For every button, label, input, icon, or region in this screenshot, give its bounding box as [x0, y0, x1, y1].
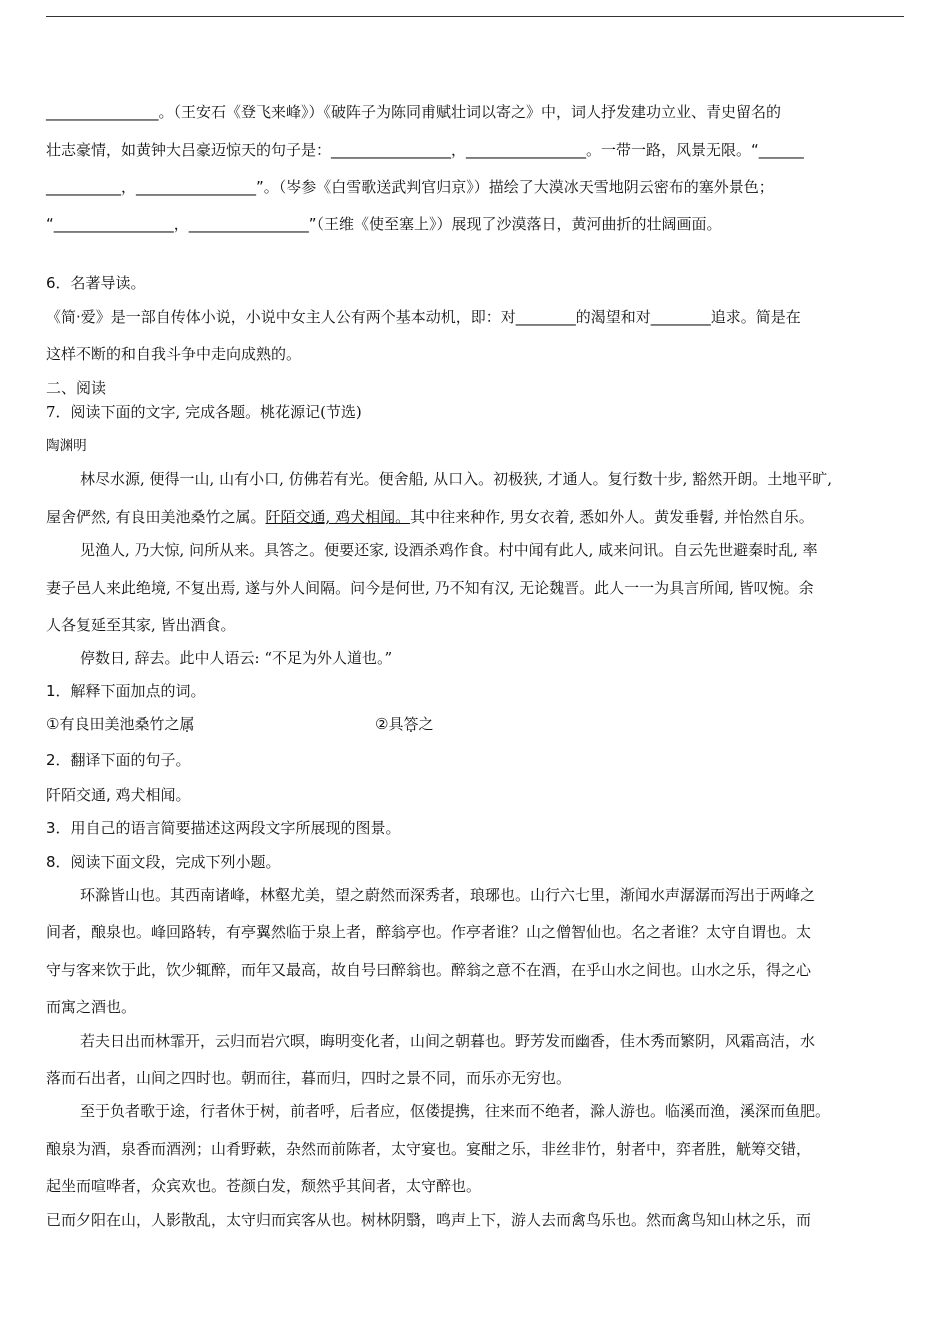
q8-title: 8．阅读下面文段，完成下列小题。: [46, 853, 281, 871]
q7-sub1-item-2-dotted-word: 答: [403, 715, 419, 733]
q7-sub1-item-2-suffix: 之: [418, 715, 434, 733]
q8-p3-line-1: 至于负者歌于途，行者休于树，前者呼，后者应，伛偻提携，往来而不绝者，滁人游也。临溪而渔，溪深而鱼肥。: [80, 1102, 831, 1120]
q7-p2-line-3: 人各复延至其家, 皆出酒食。: [46, 616, 236, 634]
q8-p2-line-2: 落而石出者，山间之四时也。朝而往，暮而归，四时之景不同，而乐亦无穷也。: [46, 1069, 572, 1087]
poetry-line-1: _______________。（王安石《登飞来峰》）《破阵子为陈同甫赋壮词以寄之》中，词人抒发建功立业、青史留名的: [46, 103, 782, 121]
poetry-line-3: __________，________________”。（岑参《白雪歌送武判官归京》）描绘了大漠冰天雪地阴云密布的塞外景色；: [46, 178, 774, 196]
q8-p1-line-2: 间者，酿泉也。峰回路转，有亭翼然临于泉上者，醉翁亭也。作亭者谁？山之僧智仙也。名之者谁？太守自谓也。太: [46, 923, 812, 941]
q8-p3-line-2: 酿泉为酒，泉香而酒洌；山肴野蔌，杂然而前陈者，太守宴也。宴酣之乐，非丝非竹，射者中，弈者胜，觥筹交错，: [46, 1140, 812, 1158]
poetry-line-4: “________________，________________”（王维《使至塞上》）展现了沙漠落日，黄河曲折的壮阔画面。: [46, 215, 722, 233]
q7-p2-line-2: 妻子邑人来此绝境, 不复出焉, 遂与外人间隔。问今是何世, 乃不知有汉, 无论魏晋。此人一一为具言所闻, 皆叹惋。余: [46, 579, 814, 597]
q7-sub2-sentence: 阡陌交通, 鸡犬相闻。: [46, 786, 191, 804]
poetry-line-2: 壮志豪情，如黄钟大吕豪迈惊天的句子是：________________，________________。一带一路，风景无限。“______: [46, 141, 804, 159]
header-rule: [46, 16, 904, 17]
q7-sub3-title: 3．用自己的语言简要描述这两段文字所展现的图景。: [46, 819, 401, 837]
q7-sub1-title: 1．解释下面加点的词。: [46, 682, 206, 700]
q7-sub2-title: 2．翻译下面的句子。: [46, 751, 191, 769]
q7-p1-line-1: 林尽水源, 便得一山, 山有小口, 仿佛若有光。便舍船, 从口入。初极狭, 才通人。复行数十步, 豁然开朗。土地平旷,: [80, 470, 832, 488]
q7-p1-line-2-start: 屋舍俨然, 有良田美池桑竹之属。: [46, 508, 266, 526]
q7-p3-line-1: 停数日, 辞去。此中人语云: “不足为外人道也。”: [80, 649, 393, 667]
q8-p3-line-3: 起坐而喧哗者，众宾欢也。苍颜白发，颓然乎其间者，太守醉也。: [46, 1177, 482, 1195]
q7-p2-line-1: 见渔人, 乃大惊, 问所从来。具答之。便要还家, 设酒杀鸡作食。村中闻有此人, 咸来问讯。自云先世避秦时乱, 率: [80, 541, 818, 559]
q6-title: 6．名著导读。: [46, 274, 146, 292]
q7-author: 陶渊明: [46, 438, 87, 454]
section-2-title: 二、阅读: [46, 379, 107, 397]
q7-p1-line-2: [46, 507, 906, 527]
q8-p1-line-1: 环滁皆山也。其西南诸峰，林壑尤美，望之蔚然而深秀者，琅琊也。山行六七里，渐闻水声潺潺而泻出于两峰之: [80, 886, 816, 904]
q7-underlined-sentence: 阡陌交通, 鸡犬相闻。: [265, 508, 411, 526]
q8-p4-line-1: 已而夕阳在山，人影散乱，太守归而宾客从也。树林阴翳，鸣声上下，游人去而禽鸟乐也。然而禽鸟知山林之乐，而: [46, 1211, 812, 1229]
q7-sub1-item-2-text: ②具: [375, 715, 404, 733]
q6-line-2: 这样不断的和自我斗争中走向成熟的。: [46, 345, 302, 363]
q6-line-1: 《简·爱》是一部自传体小说，小说中女主人公有两个基本动机，即：对________的渴望和对________追求。简是在: [46, 308, 801, 326]
q8-p1-line-3: 守与客来饮于此，饮少辄醉，而年又最高，故自号曰醉翁也。醉翁之意不在酒，在乎山水之间也。山水之乐，得之心: [46, 961, 812, 979]
q7-p1-line-2-end: 其中往来种作, 男女衣着, 悉如外人。黄发垂髫, 并怡然自乐。: [410, 508, 814, 526]
q7-sub1-item-1-dotted-word: 属: [179, 715, 195, 733]
q7-sub1-item-1-text: ①有良田美池桑竹之: [46, 715, 180, 733]
q7-sub1-item-2: [375, 714, 675, 734]
q8-p2-line-1: 若夫日出而林霏开，云归而岩穴暝，晦明变化者，山间之朝暮也。野芳发而幽香，佳木秀而繁阴，风霜高洁，水: [80, 1032, 816, 1050]
q8-p1-line-4: 而寓之酒也。: [46, 998, 137, 1016]
q7-title: 7．阅读下面的文字, 完成各题。桃花源记(节选): [46, 403, 362, 421]
